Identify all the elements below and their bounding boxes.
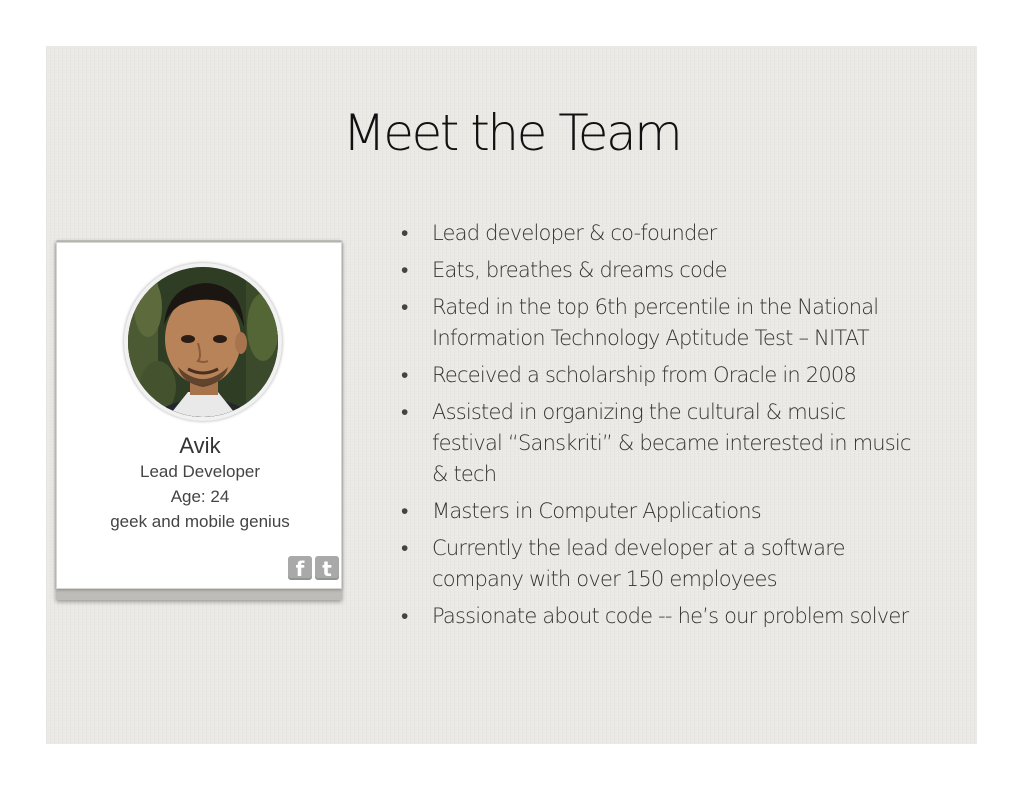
bullet-list	[401, 218, 921, 638]
bullet-item: • Lead developer & co-founder	[401, 218, 921, 249]
bullet-item: • Currently the lead developer at a software company with over 150 employees	[401, 533, 921, 595]
bullet-item: • Masters in Computer Applications	[401, 496, 921, 527]
bullet-item: • Assisted in organizing the cultural & music festival “Sanskriti” & became interested in music & tech	[401, 397, 921, 490]
twitter-icon[interactable]: t	[315, 556, 339, 580]
profile-name: Avik	[179, 433, 221, 458]
avatar	[124, 263, 282, 421]
facebook-icon[interactable]: f	[288, 556, 312, 580]
bullet-item: • Passionate about code -- he’s our problem solver	[401, 601, 921, 632]
profile-age: Age: 24	[170, 487, 230, 506]
profile-role: Lead Developer	[139, 462, 261, 481]
profile-card	[56, 242, 342, 589]
slide	[46, 46, 977, 744]
bullet-item: • Rated in the top 6th percentile in the National Information Technology Aptitude Test – NITAT	[401, 292, 921, 354]
bullet-item: • Eats, breathes & dreams code	[401, 255, 921, 286]
profile-tagline: geek and mobile genius	[110, 512, 290, 531]
bullet-item: • Received a scholarship from Oracle in 2008	[401, 360, 921, 391]
slide-title: Meet the Team	[342, 104, 681, 162]
avatar-portrait	[128, 267, 278, 417]
